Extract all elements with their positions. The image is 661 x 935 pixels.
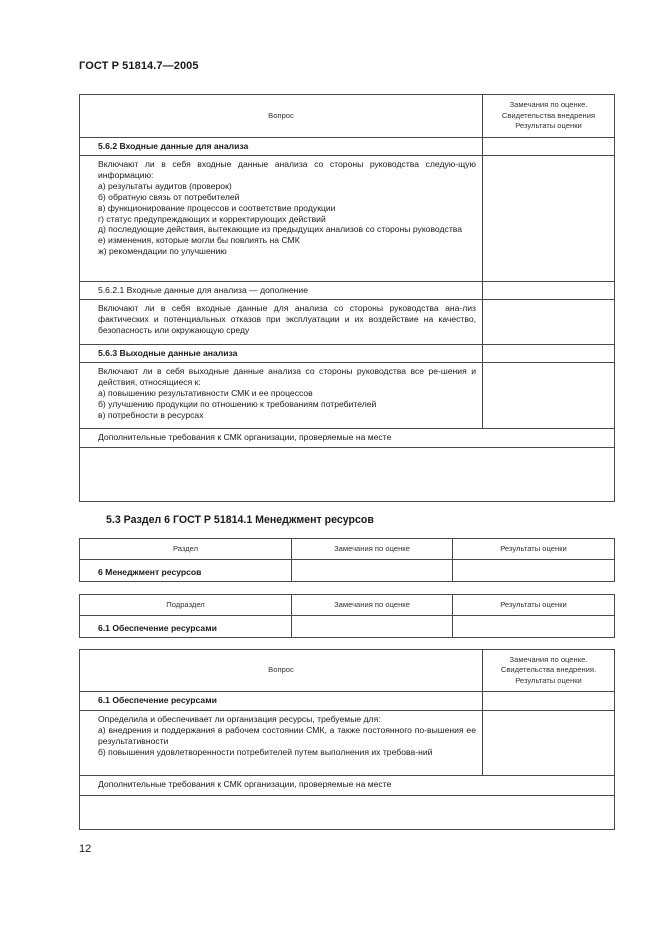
answer-cell xyxy=(292,616,453,638)
column-header-subsection: Подраздел xyxy=(80,595,292,616)
questions-table-6-1 xyxy=(79,649,615,830)
question-item: а) результаты аудитов (проверок) xyxy=(98,180,232,191)
answer-cell xyxy=(483,156,615,282)
document-header: ГОСТ Р 51814.7—2005 xyxy=(79,60,199,72)
answer-cell xyxy=(292,560,453,582)
notes-line-2: Свидетельства внедрения xyxy=(501,110,596,120)
answer-cell xyxy=(483,711,615,776)
column-header-question: Вопрос xyxy=(80,95,483,138)
question-item: в) потребности в ресурсах xyxy=(98,409,204,420)
question-item: ж) рекомендации по улучшению xyxy=(98,246,227,257)
subsection-table xyxy=(79,594,615,638)
additional-requirements-blank xyxy=(80,796,615,830)
column-header-notes: Замечания по оценке xyxy=(292,539,453,560)
notes-line-3: Результаты оценки xyxy=(515,675,582,685)
section-6-1-question xyxy=(80,711,483,776)
section-5-6-2-1-title: 5.6.2.1 Входные данные для анализа — дополнение xyxy=(80,282,483,300)
answer-cell xyxy=(483,692,615,711)
section-5-6-2-1-question: Включают ли в себя входные данные для анализа со стороны руководства ана-лиз фактических и потенциальных отказов при эксплуатации и их воздействие на качество, безопасность или окружающую среду xyxy=(80,300,483,345)
section-5-6-2-title: 5.6.2 Входные данные для анализа xyxy=(80,138,483,156)
question-intro: Определила и обеспечивает ли организация ресурсы, требуемые для: xyxy=(98,714,381,724)
answer-cell xyxy=(483,363,615,429)
question-item: в) функционирование процессов и соответствие продукции xyxy=(98,202,336,213)
notes-line-1: Замечания по оценке. xyxy=(509,100,588,110)
answer-cell xyxy=(483,345,615,363)
column-header-section: Раздел xyxy=(80,539,292,560)
notes-line-3: Результаты оценки xyxy=(515,121,582,131)
notes-line-2: Свидетельства внедрения. xyxy=(500,665,597,675)
column-header-question: Вопрос xyxy=(80,650,483,692)
section-5-6-2-notes xyxy=(483,138,615,156)
page-number: 12 xyxy=(79,843,92,855)
question-intro: Включают ли в себя выходные данные анализа со стороны руководства все ре-шения и действия, относящиеся к: xyxy=(98,366,476,387)
answer-cell xyxy=(453,560,615,582)
question-item: б) улучшению продукции по отношению к требованиям потребителей xyxy=(98,398,377,409)
section-5-6-3-title: 5.6.3 Выходные данные анализа xyxy=(80,345,483,363)
column-header-notes xyxy=(483,650,615,692)
question-item: д) последующие действия, вытекающие из предыдущих анализов со стороны руководства xyxy=(98,224,463,235)
answer-cell xyxy=(483,300,615,345)
section-5-6-2-question xyxy=(80,156,483,282)
notes-line-1: Замечания по оценке. xyxy=(509,654,588,664)
answer-cell xyxy=(453,616,615,638)
question-item: а) повышению результативности СМК и ее процессов xyxy=(98,387,313,398)
additional-requirements-blank xyxy=(80,448,615,502)
section-5-6-3-question xyxy=(80,363,483,429)
column-header-results: Результаты оценки xyxy=(453,539,615,560)
question-item: е) изменения, которые могли бы повлиять на СМК xyxy=(98,235,300,246)
question-item: б) повышения удовлетворенности потребителей путем выполнения их требова-ний xyxy=(98,746,433,757)
section-table xyxy=(79,538,615,582)
question-item: г) статус предупреждающих и корректирующих действий xyxy=(98,213,326,224)
answer-cell xyxy=(483,282,615,300)
column-header-notes xyxy=(483,95,615,138)
question-intro: Включают ли в себя входные данные анализа со стороны руководства следую-щую информацию: xyxy=(98,159,476,180)
subsection-6-1-row: 6.1 Обеспечение ресурсами xyxy=(80,616,292,638)
column-header-notes: Замечания по оценке xyxy=(292,595,453,616)
questions-table-5-6 xyxy=(79,94,615,502)
additional-requirements-label: Дополнительные требования к СМК организации, проверяемые на месте xyxy=(80,429,615,448)
additional-requirements-label: Дополнительные требования к СМК организации, проверяемые на месте xyxy=(80,776,615,796)
section-6-row: 6 Менеджмент ресурсов xyxy=(80,560,292,582)
column-header-results: Результаты оценки xyxy=(453,595,615,616)
question-item: б) обратную связь от потребителей xyxy=(98,191,240,202)
section-5-3-title: 5.3 Раздел 6 ГОСТ Р 51814.1 Менеджмент ресурсов xyxy=(106,514,374,526)
question-item: а) внедрения и поддержания в рабочем состоянии СМК, а также постоянного по-вышения ее результативности xyxy=(98,724,476,746)
section-6-1-title: 6.1 Обеспечение ресурсами xyxy=(80,692,483,711)
